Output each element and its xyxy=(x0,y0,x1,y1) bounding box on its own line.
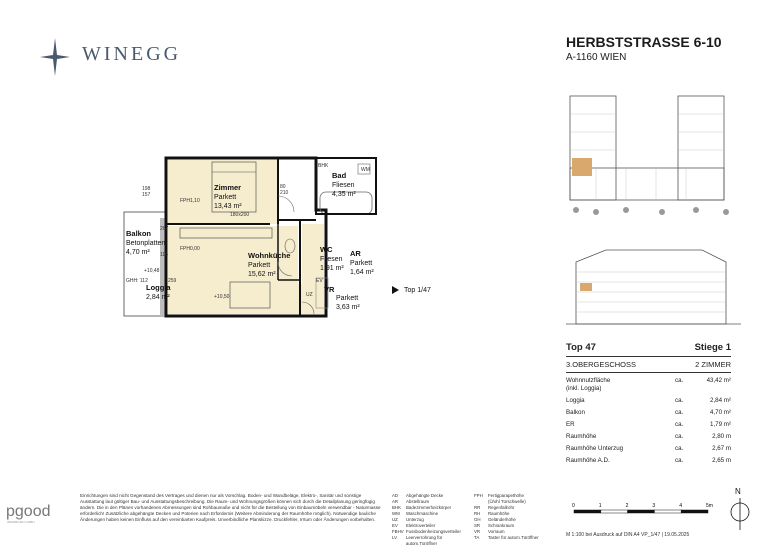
legend-key: SR xyxy=(474,523,481,528)
unit-floor: 3.OBERGESCHOSS xyxy=(566,360,637,369)
legend-key: UZ xyxy=(392,517,398,522)
ar-fill xyxy=(302,224,324,284)
info-row-ca: ca. xyxy=(675,457,684,464)
arrow-right-icon xyxy=(392,286,399,294)
disclaimer: Einrichtungen sind nicht Gegenstand des Vertrages und dienen nur als Vorschlag. Boden- und Wandbeläge, Elektro-, Sanitär und sonstige Ausstattung laut gültiger Bau- und Ausstattungsbeschreibung. Die Raum- und Wohnungsgrößen können sich durch die Detailplanung geringfügig ändern. Die in den Plänen vorhandenen Abmessungen sind Rohbaumaße und nicht für die Bestellung von Einbaumöbeln verwendbar - Naturmasse erforderlich! Zusätzliche abgehängte Decken und Poterien nach Erfordernis (Weitere Abminderung der Raumhöhe möglich). Notwendige bauliche Änderungen haben keinen Einfluss auf den vereinbarten Kaufpreis. Unverbindliche Planskizze. Druckfehler, Irrtum oder Änderungen vorbehalten. xyxy=(80,493,381,523)
mark-267: 267 xyxy=(160,226,169,232)
legend-value: Unterzug xyxy=(406,517,424,522)
wohnkueche-name: Wohnküche xyxy=(248,251,291,260)
fph-mark: FPH1,10 xyxy=(180,198,200,204)
info-rows xyxy=(566,377,731,465)
key-plan xyxy=(566,86,741,226)
info-row-label-text: ER xyxy=(566,421,575,428)
scale-note: M 1:100 bei Ausdruck auf DIN A4 VP_1/47 | 19.05.2025 xyxy=(566,532,690,538)
legend-value: Schrankraum xyxy=(488,523,515,528)
info-row xyxy=(566,409,731,417)
balkon-floor: Betonplatten xyxy=(126,240,166,247)
info-row-label xyxy=(566,457,675,465)
scale-segment xyxy=(628,510,655,513)
info-row-label-text: Raumhöhe Unterzug xyxy=(566,445,624,452)
ghh-mark: GHH: 112 xyxy=(126,278,148,284)
unit-rooms: 2 ZIMMER xyxy=(695,360,731,369)
brand-logo: WINEGG xyxy=(82,43,182,65)
legend-key: EV xyxy=(392,523,398,528)
balkon-area: 4,70 m² xyxy=(126,249,150,256)
legend-value: Leerverrohrung für autom.Türöffner xyxy=(405,535,443,546)
vr-name: VR xyxy=(324,285,335,294)
info-row-value: 2,65 m xyxy=(712,457,731,464)
ar-area: 1,64 m² xyxy=(350,269,374,276)
wm-mark: WM xyxy=(361,167,370,173)
legend-value: Raumhöhe xyxy=(488,511,510,516)
info-row xyxy=(566,457,731,465)
bad-area: 4,35 m² xyxy=(332,191,356,198)
legend-key: AD xyxy=(392,493,399,498)
info-row-ca: ca. xyxy=(675,377,684,384)
level-main: +10,50 xyxy=(214,294,230,300)
legend-key: FPH xyxy=(474,493,483,498)
scale-tick-label: 1 xyxy=(598,503,602,509)
pgood-logo xyxy=(6,500,66,524)
mark-198: 198 xyxy=(142,186,151,192)
legend-value: Fertigparapethöhe xyxy=(488,493,524,498)
legend-value: Elektroverteiler xyxy=(406,523,436,528)
top-label-text: Top 1/47 xyxy=(404,286,431,294)
info-row-label xyxy=(566,397,675,405)
divider xyxy=(566,372,731,373)
scale-tick-label: 4 xyxy=(679,503,682,509)
zimmer-name: Zimmer xyxy=(214,183,242,192)
info-row-label-text: Balkon xyxy=(566,409,585,416)
info-row-ca: ca. xyxy=(675,445,684,452)
legend-key: AR xyxy=(392,499,399,504)
highlighted-unit xyxy=(572,158,592,176)
vr-area: 3,63 m² xyxy=(336,304,360,311)
loggia-name: Loggia xyxy=(146,283,171,292)
info-row-ca: ca. xyxy=(675,433,684,440)
info-row-value: 2,67 m xyxy=(712,445,731,452)
legend-key: FBHV xyxy=(392,529,404,534)
address-city: A-1160 WIEN xyxy=(566,52,627,63)
legend-item xyxy=(474,535,556,541)
legend-value: Regenfallrohr xyxy=(488,505,515,510)
north-arrow-icon xyxy=(730,486,750,532)
info-row-label-text: Loggia xyxy=(566,397,585,404)
info-row-value: 2,84 m² xyxy=(710,397,731,404)
mark-80: 80 xyxy=(280,184,286,190)
info-row-ca: ca. xyxy=(675,397,684,404)
ev-mark: EV xyxy=(316,278,323,284)
wohnkueche-floor: Parkett xyxy=(248,262,271,269)
legend-value: Abgehängte Decke xyxy=(406,493,444,498)
info-row-value: 4,70 m² xyxy=(710,409,731,416)
info-row-label xyxy=(566,409,675,417)
info-row-ca: ca. xyxy=(675,421,684,428)
bhk-code: BHK xyxy=(318,163,329,169)
legend-value: Badezimmerheizkörper xyxy=(406,505,452,510)
north-label: N xyxy=(735,487,741,496)
scale-tick-label: 3 xyxy=(652,503,656,509)
scale-bar xyxy=(566,500,716,518)
legend-left xyxy=(392,493,474,547)
info-row-label xyxy=(566,377,675,393)
info-row-label-text: Raumhöhe xyxy=(566,433,597,440)
unit-info xyxy=(566,342,731,465)
info-row-label xyxy=(566,421,675,429)
scale-tick-label: 0 xyxy=(572,503,575,509)
info-row-ca: ca. xyxy=(675,409,684,416)
address-street: HERBSTSTRASSE 6-10 xyxy=(566,34,722,50)
mark-157: 157 xyxy=(142,192,151,198)
info-row xyxy=(566,421,731,429)
mark-259: 259 xyxy=(168,278,177,284)
scale-segment xyxy=(574,510,601,513)
wc-name: WC xyxy=(320,245,333,254)
legend-key: RR xyxy=(474,505,481,510)
vr-fill xyxy=(298,284,324,314)
zimmer-fill xyxy=(168,160,278,224)
legend-key: WM xyxy=(392,511,400,516)
info-row-label-text: Wohnnutzfläche xyxy=(566,377,611,384)
legend-key: TA xyxy=(474,535,480,540)
info-row xyxy=(566,377,731,393)
info-row-label-sub: (inkl. Loggia) xyxy=(566,385,602,392)
bad-name: Bad xyxy=(332,171,347,180)
level-balkon: +10,48 xyxy=(144,268,160,274)
bed-size: 180x200 xyxy=(230,212,250,218)
loggia-area: 2,84 m² xyxy=(146,294,170,301)
wohnkueche-area: 15,62 m² xyxy=(248,271,276,278)
legend-key: VR xyxy=(474,529,481,534)
legend-right xyxy=(474,493,556,547)
unit-top: Top 47 xyxy=(566,342,596,353)
brand-star-icon xyxy=(40,38,70,76)
legend-value: Vorraum xyxy=(488,529,505,534)
zimmer-floor: Parkett xyxy=(214,194,237,201)
balkon-name: Balkon xyxy=(126,229,152,238)
info-row-label xyxy=(566,445,675,453)
scale-segment xyxy=(601,510,628,513)
fph0-mark: FPH0,00 xyxy=(180,246,200,252)
legend-value: Taster für autom.Türöffner xyxy=(488,535,539,540)
scale-tick-label: 2 xyxy=(625,503,629,509)
uz-mark: UZ xyxy=(306,292,313,298)
mark-118: 118 xyxy=(160,252,168,258)
legend-value: (Ü/ohl Türschwelle) xyxy=(488,499,526,504)
info-row-label xyxy=(566,433,675,441)
legend-key: LV xyxy=(392,535,398,540)
legend-key: GH xyxy=(474,517,481,522)
legend-item xyxy=(392,535,474,547)
company-sub: IMMOBILIEN GMBH xyxy=(7,520,35,524)
info-row xyxy=(566,445,731,453)
scale-segment xyxy=(654,510,681,513)
ar-floor: Parkett xyxy=(350,260,373,267)
top-label xyxy=(392,286,431,294)
info-row-label-text: Raumhöhe A.D. xyxy=(566,457,610,464)
section-drawing xyxy=(566,244,741,332)
highlighted-unit-section xyxy=(580,283,592,291)
info-row xyxy=(566,433,731,441)
legend-value: Waschmaschine xyxy=(406,511,439,516)
legend-value: Fussbodenheizungsverteiler xyxy=(406,529,461,534)
wc-floor: Fliesen xyxy=(320,256,343,263)
legend xyxy=(392,493,562,547)
info-row-value: 1,79 m² xyxy=(710,421,731,428)
legend-key: RH xyxy=(474,511,481,516)
zimmer-area: 13,43 m² xyxy=(214,203,242,210)
mark-210: 210 xyxy=(280,190,289,196)
scale-tick-label: 5m xyxy=(706,503,713,509)
floor-plan xyxy=(120,150,390,320)
info-row-value: 43,42 m² xyxy=(706,377,731,384)
legend-value: Geländerhöhe xyxy=(488,517,516,522)
company-name: pgood xyxy=(6,503,51,520)
unit-stiege: Stiege 1 xyxy=(694,342,731,353)
vr-floor: Parkett xyxy=(336,295,359,302)
wc-area: 1,91 m² xyxy=(320,265,344,272)
info-row xyxy=(566,397,731,405)
ar-name: AR xyxy=(350,249,361,258)
scale-segment xyxy=(681,510,708,513)
legend-key: BHK xyxy=(392,505,402,510)
legend-value: Abstellraum xyxy=(406,499,430,504)
bad-floor: Fliesen xyxy=(332,182,355,189)
info-row-value: 2,80 m xyxy=(712,433,731,440)
